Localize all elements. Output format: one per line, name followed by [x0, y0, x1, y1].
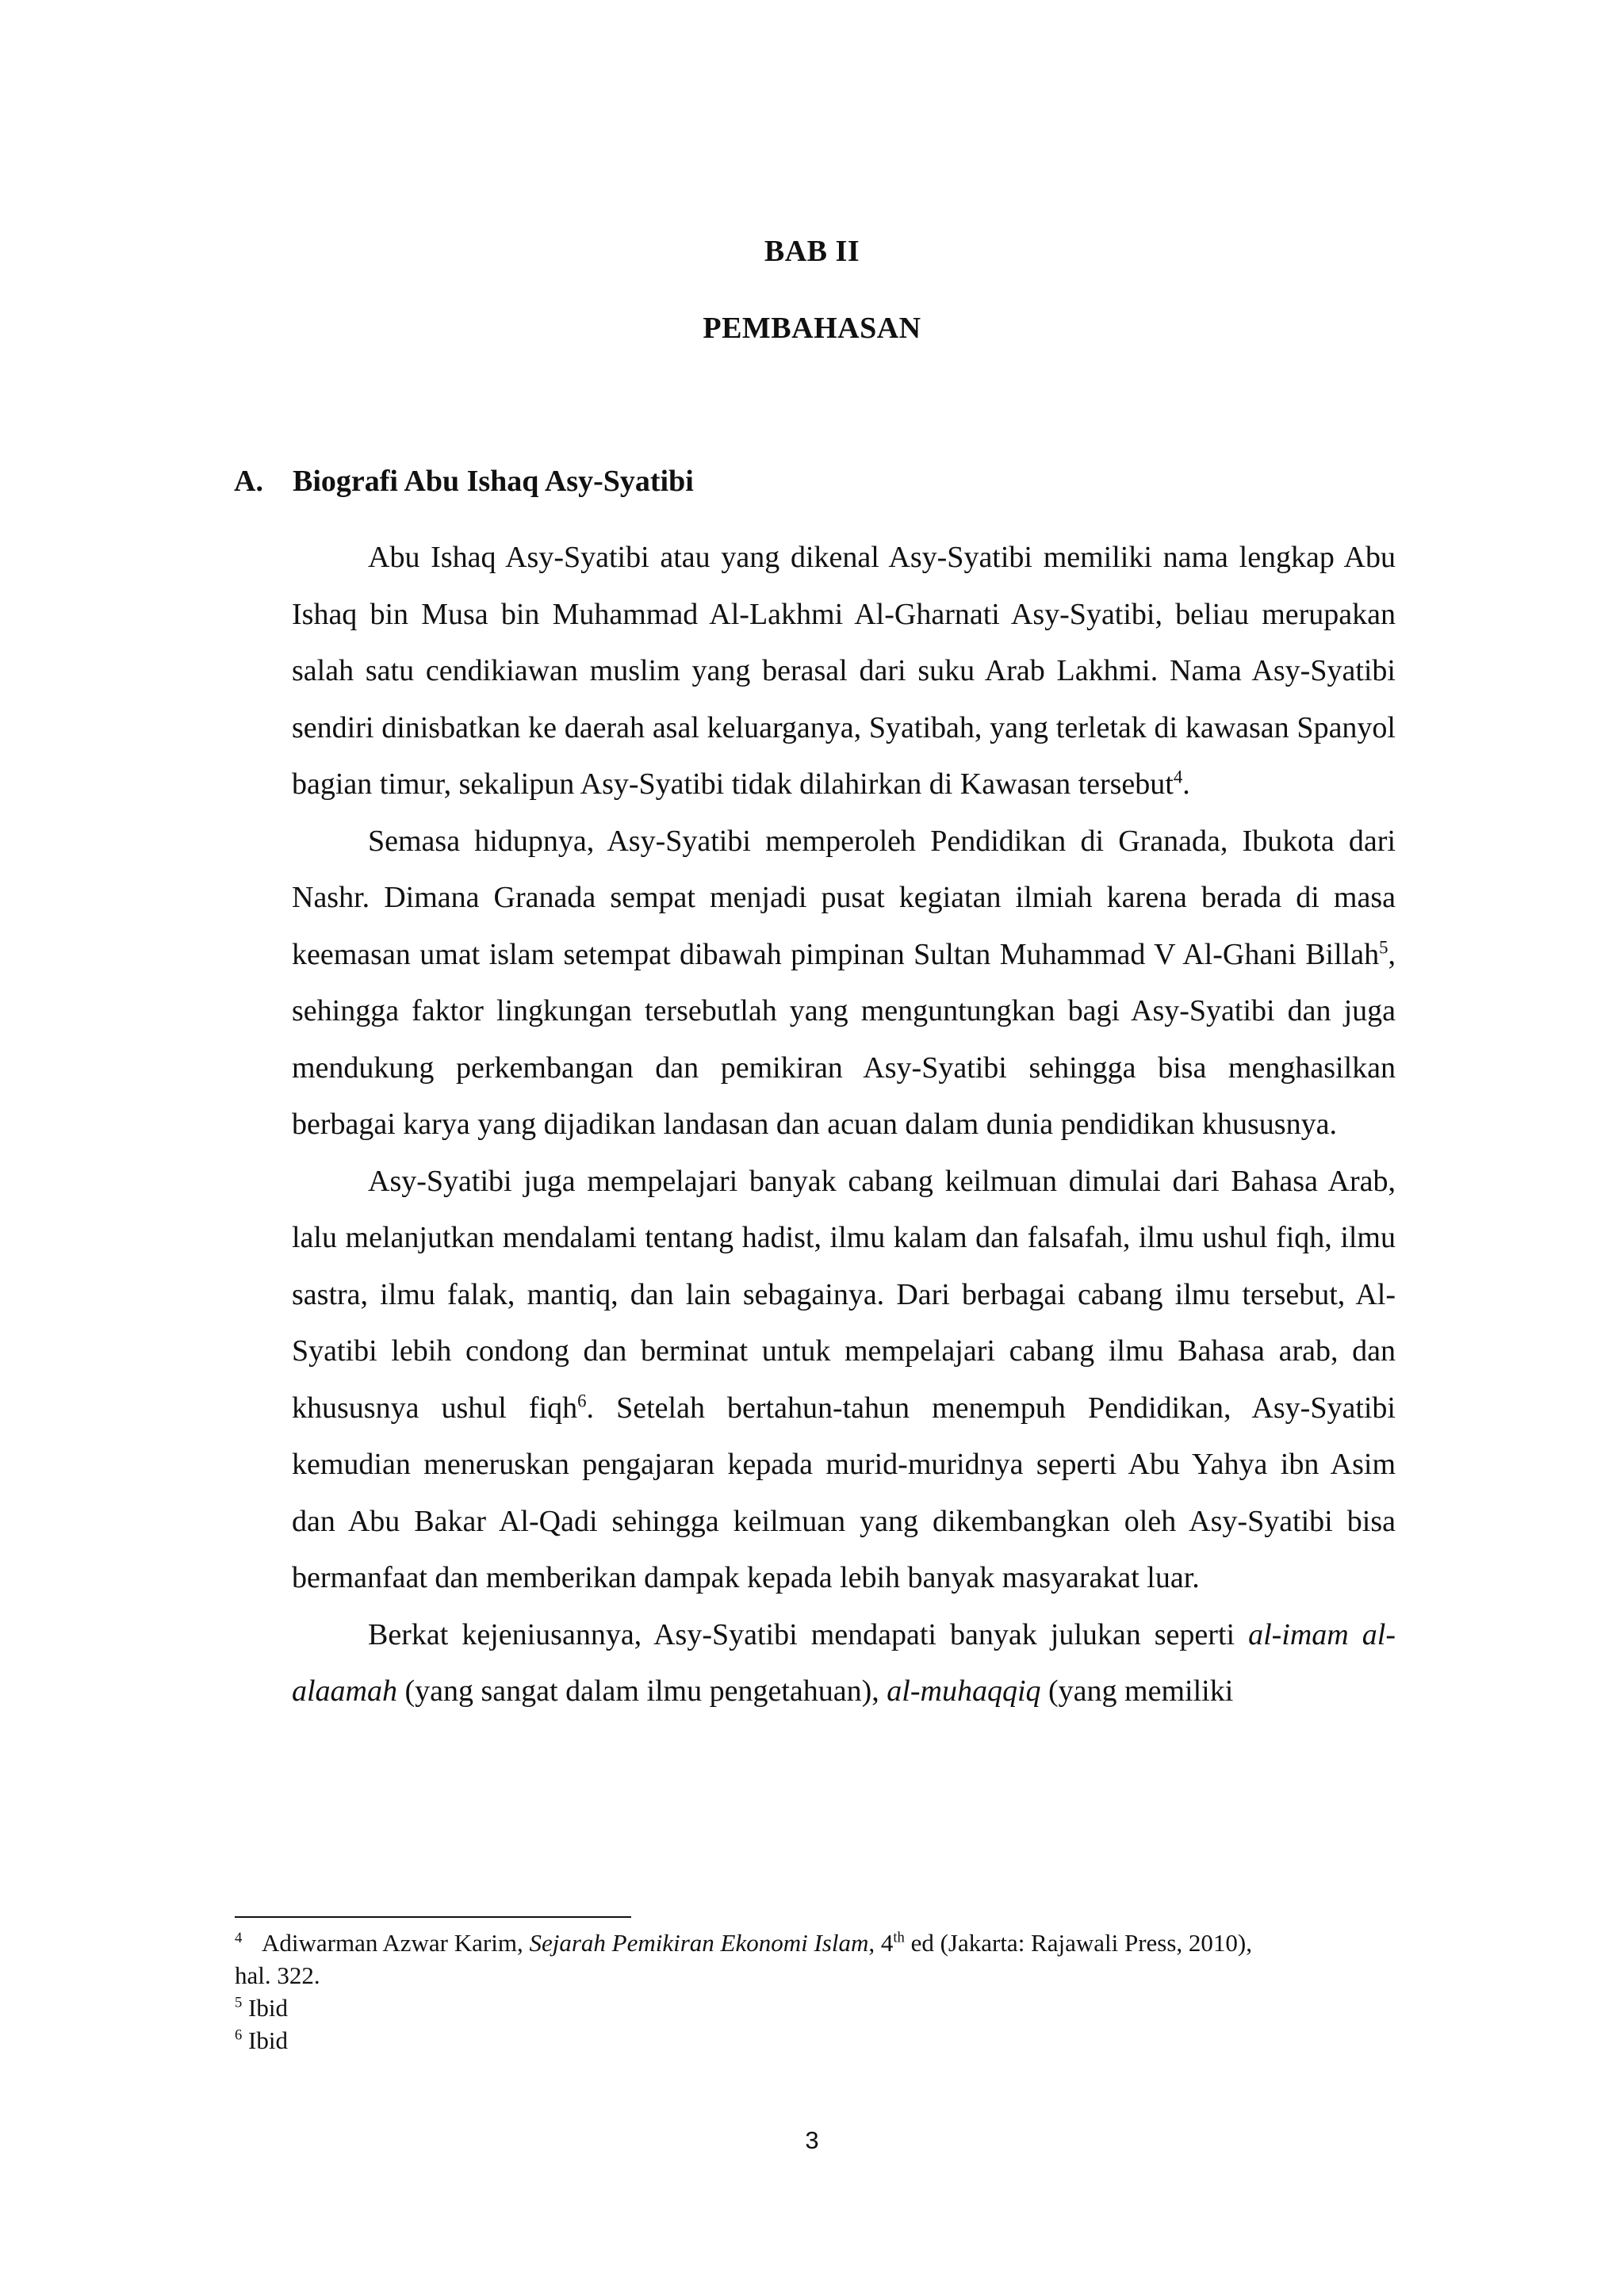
footnote-separator [235, 1916, 631, 1918]
paragraph-3 [292, 1154, 1396, 1607]
footnote-number: 6 [235, 2026, 243, 2044]
footnote-edition-suffix: th [893, 1929, 905, 1946]
paragraph-text: Berkat kejeniusannya, Asy-Syatibi mendapati banyak julukan seperti [368, 1617, 1249, 1651]
paragraph-rest: . Setelah bertahun-tahun menempuh Pendidikan, Asy-Syatibi kemudian meneruskan pengajaran kepada murid-muridnya seperti Abu Yahya ibn Asim dan Abu Bakar Al-Qadi sehingga keilmuan yang dikembangkan oleh Asy-Syatibi bisa bermanfaat dan memberikan dampak kepada lebih banyak masyarakat luar. [292, 1391, 1396, 1594]
footnote-4: $^4$ Adiwarman Azwar Karim, Sejarah Pemikiran Ekonomi Islam, 4th ed (Jakarta: Rajawali Press, 2010), hal. 322. [235, 1929, 1253, 1989]
footnotes [235, 1927, 1400, 2057]
italic-term: al-muhaqqiq [887, 1674, 1041, 1708]
paragraph-4 [292, 1607, 1396, 1720]
paragraph-rest: , sehingga faktor lingkungan tersebutlah yang menguntungkan bagi Asy-Syatibi dan juga mendukung perkembangan dan pemikiran Asy-Syatibi sehingga bisa menghasilkan berbagai karya yang dijadikan landasan dan acuan dalam dunia pendidikan khususnya. [292, 937, 1396, 1141]
footnote-6 [235, 2024, 1400, 2057]
footnote-text: Ibid [248, 2026, 288, 2054]
body-text [292, 530, 1396, 1720]
paragraph-text: Abu Ishaq Asy-Syatibi atau yang dikenal Asy-Syatibi memiliki nama lengkap Abu Ishaq bin Musa bin Muhammad Al-Lakhmi Al-Gharnati Asy-Syatibi, beliau merupakan salah satu cendikiawan muslim yang berasal dari suku Arab Lakhmi. Nama Asy-Syatibi sendiri dinisbatkan ke daerah asal keluarganya, Syatibah, yang terletak di kawasan Spanyol bagian timur, sekalipun Asy-Syatibi tidak dilahirkan di Kawasan tersebut [292, 541, 1396, 801]
footnote-book-title: Sejarah Pemikiran Ekonomi Islam [529, 1929, 869, 1957]
chapter-title: PEMBAHASAN [703, 312, 921, 345]
paragraph-text: (yang memiliki [1040, 1674, 1234, 1708]
paragraph-text: (yang sangat dalam ilmu pengetahuan), [397, 1674, 887, 1708]
page-number: 3 [805, 2126, 819, 2154]
section-letter: A. [234, 465, 263, 498]
section-heading [234, 464, 694, 499]
footnote-author: Adiwarman Azwar Karim, [262, 1929, 530, 1957]
paragraph-end: . [1182, 767, 1190, 801]
footnote-number: 5 [235, 1994, 243, 2011]
footnote-page: hal. 322. [235, 1961, 320, 1989]
footnote-publisher: ed (Jakarta: Rajawali Press, 2010), [904, 1929, 1253, 1957]
footnote-edition: , 4 [868, 1929, 894, 1957]
paragraph-text: Semasa hidupnya, Asy-Syatibi memperoleh Pendidikan di Granada, Ibukota dari Nashr. Dimana Granada sempat menjadi pusat kegiatan ilmiah karena berada di masa keemasan umat islam setempat dibawah pimpinan Sultan Muhammad V Al-Ghani Billah [292, 824, 1396, 971]
footnote-text: Ibid [248, 1994, 288, 2022]
paragraph-1 [292, 530, 1396, 813]
footnote-ref: 6 [577, 1390, 587, 1410]
chapter-number: BAB II [764, 235, 860, 268]
footnote-5 [235, 1992, 1400, 2024]
italic-term: al-imam al-alaamah [292, 1617, 1396, 1708]
section-title: Biografi Abu Ishaq Asy-Syatibi [293, 465, 694, 498]
paragraph-2 [292, 813, 1396, 1154]
footnote-ref: 4 [1173, 767, 1183, 787]
footnote-ref: 5 [1379, 936, 1388, 957]
paragraph-text: Asy-Syatibi juga mempelajari banyak cabang keilmuan dimulai dari Bahasa Arab, lalu melanjutkan mendalami tentang hadist, ilmu kalam dan falsafah, ilmu ushul fiqh, ilmu sastra, ilmu falak, mantiq, dan lain sebagainya. Dari berbagai cabang ilmu tersebut, Al-Syatibi lebih condong dan berminat untuk mempelajari cabang ilmu Bahasa arab, dan khususnya ushul fiqh [292, 1164, 1396, 1425]
